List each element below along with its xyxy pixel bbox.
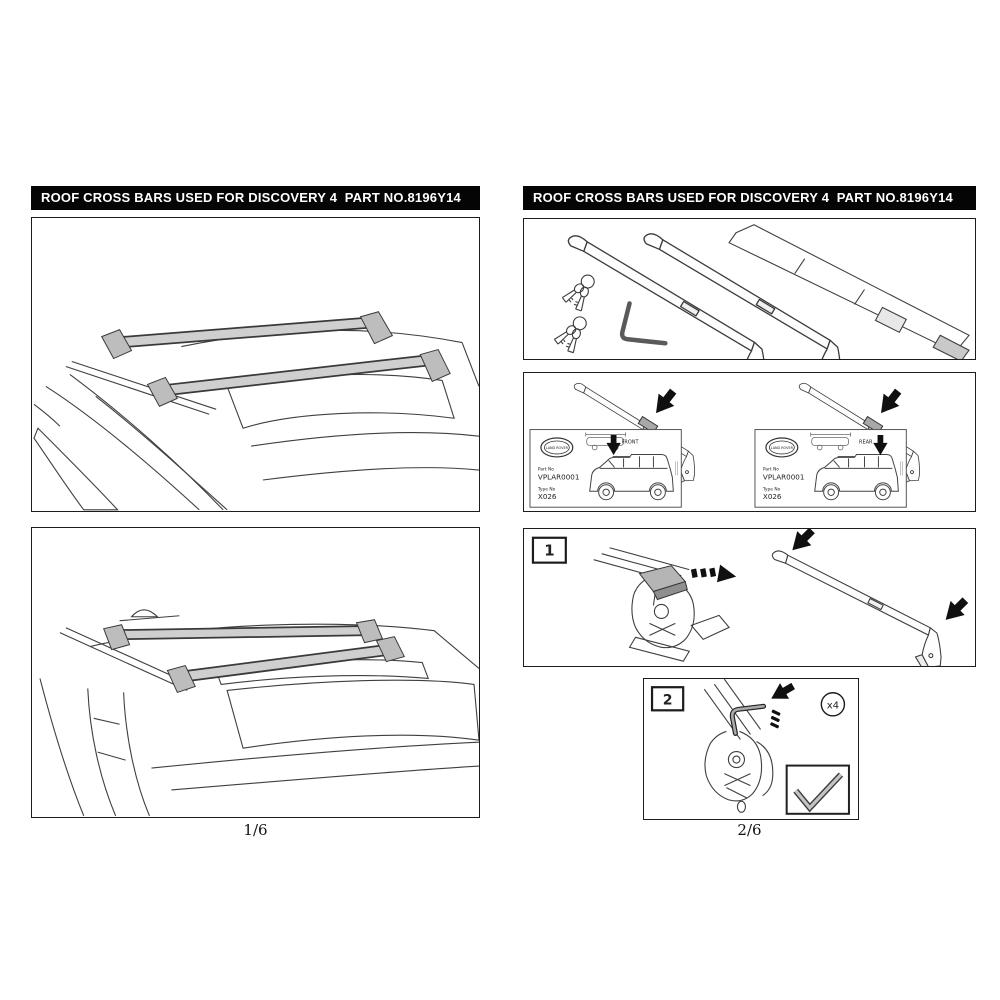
fitting-strap [729, 225, 969, 359]
left-page-number: 1/6 [243, 821, 268, 839]
right-page-title-bar: ROOF CROSS BARS USED FOR DISCOVERY 4 PART NO.8196Y14 [523, 186, 976, 210]
turn-arrow-icon [767, 679, 798, 706]
allen-key [622, 303, 665, 343]
part-no-label: Part No [537, 467, 554, 473]
tightening-closeup [704, 679, 797, 812]
type-no-label: Type No [537, 487, 556, 493]
front-bar-label-group [530, 381, 705, 507]
fit-arrow-right-icon [939, 593, 973, 627]
label-identification-illustration [524, 373, 975, 511]
step2-panel [643, 678, 859, 820]
kit-contents-panel [523, 218, 976, 360]
roof-front-view-panel [31, 217, 480, 512]
label-identification-panel [523, 372, 976, 512]
svg-text:2: 2 [662, 692, 673, 709]
allen-key-inset [787, 766, 849, 814]
front-cross-bar [147, 350, 450, 407]
step1-illustration [524, 529, 975, 666]
type-no-label: Type No [762, 487, 781, 493]
part-no-value: VPLAR0001 [762, 472, 805, 482]
right-page-number: 2/6 [737, 821, 762, 839]
vehicle-body-lines [40, 610, 479, 816]
front-position-text: FRONT [621, 439, 639, 446]
rear-position-text: REAR [859, 439, 873, 446]
rear-sticker [755, 430, 906, 508]
label-pointer-arrow-icon [873, 385, 906, 419]
part-no-label: Part No [762, 467, 779, 473]
rear-cross-bar [167, 637, 404, 693]
fit-arrow-left-icon [785, 529, 819, 557]
rear-cross-bar [102, 312, 393, 359]
kit-contents-illustration [524, 219, 975, 359]
rear-bar-label-group [755, 381, 930, 507]
step-number-badge [652, 687, 683, 710]
roof-rear-view-illustration [32, 528, 479, 817]
step2-illustration [644, 679, 858, 819]
repeat-badge [821, 693, 844, 716]
svg-text:x4: x4 [826, 700, 840, 712]
full-bar [757, 529, 973, 666]
lock-keys-2 [554, 317, 586, 353]
motion-dashes-icon [766, 709, 784, 728]
slide-motion-arrow-icon [690, 560, 738, 586]
end-cap-closeup [594, 548, 738, 661]
roof-rear-view-panel [31, 527, 480, 818]
type-no-value: X026 [537, 492, 557, 502]
step1-panel [523, 528, 976, 667]
front-sticker [530, 430, 681, 508]
label-pointer-arrow-icon [648, 385, 681, 419]
svg-text:1: 1 [544, 541, 555, 560]
svg-text:LAND ROVER: LAND ROVER [545, 446, 568, 451]
step-number-badge [533, 538, 566, 563]
roof-front-view-illustration [32, 218, 479, 511]
lock-keys-1 [562, 275, 594, 311]
part-no-value: VPLAR0001 [537, 472, 580, 482]
type-no-value: X026 [762, 492, 782, 502]
svg-text:LAND ROVER: LAND ROVER [770, 446, 793, 451]
left-page-title-bar: ROOF CROSS BARS USED FOR DISCOVERY 4 PART NO.8196Y14 [31, 186, 480, 210]
